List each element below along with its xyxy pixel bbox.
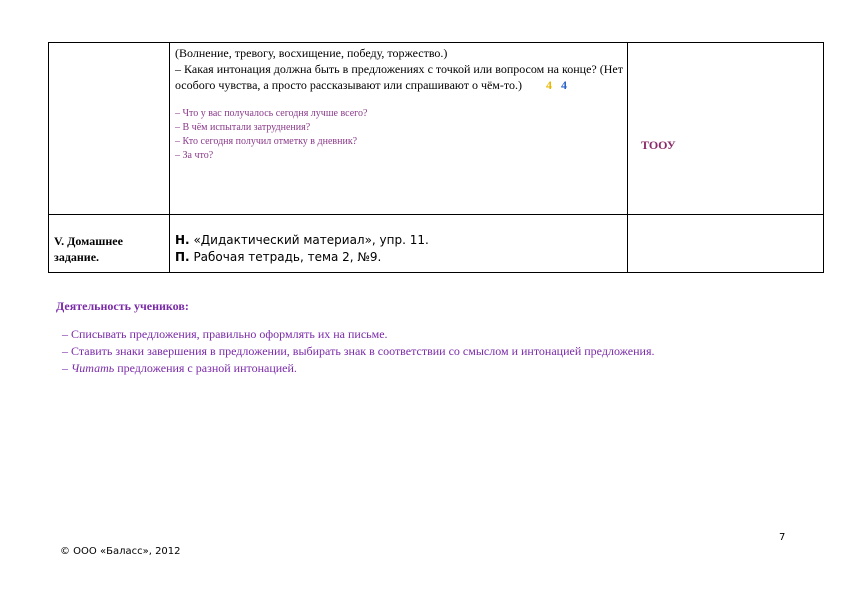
lesson-line-2-text: – Какая интонация должна быть в предложениях с точкой или вопросом на конце? (Нет особого чувства, а просто рассказывают или спрашивают о чём-то.)	[175, 62, 623, 92]
lesson-line-1: (Волнение, тревогу, восхищение, победу, торжество.)	[175, 46, 448, 60]
homework-cell	[175, 232, 623, 266]
grade-yellow: 4	[545, 78, 552, 92]
activity-title: Деятельность учеников:	[56, 299, 189, 313]
activity-item-rest: предложения с разной интонацией.	[117, 361, 297, 375]
homework-text-2: Рабочая тетрадь, тема 2, №9.	[193, 250, 382, 264]
activity-item	[62, 360, 654, 377]
lesson-table	[48, 42, 824, 273]
reflection-question: – Что у вас получалось сегодня лучше всего?	[175, 108, 368, 119]
activity-italic-verb: Читать	[71, 361, 115, 375]
activity-dash: –	[62, 361, 68, 375]
column-divider	[627, 43, 628, 272]
grade-blue: 4	[560, 78, 567, 92]
homework-line-1	[175, 232, 623, 249]
reflection-question: – Кто сегодня получил отметку в дневник?	[175, 136, 358, 147]
homework-label: V. Домашнее задание.	[54, 234, 123, 264]
reflection-question: – За что?	[175, 150, 214, 161]
column-divider	[169, 43, 170, 272]
homework-level-p: П.	[175, 250, 190, 264]
page-number: 7	[779, 532, 786, 543]
activity-item: – Ставить знаки завершения в предложении, выбирать знак в соответствии со смыслом и интонацией предложения.	[62, 344, 655, 358]
homework-level-n: Н.	[175, 233, 190, 247]
homework-line-2	[175, 249, 623, 266]
copyright: © ООО «Баласс», 2012	[60, 546, 181, 557]
reflection-question: – В чём испытали затруднения?	[175, 122, 311, 133]
lesson-text-cell	[175, 45, 623, 163]
activity-item: – Списывать предложения, правильно оформлять их на письме.	[62, 327, 388, 341]
homework-text-1: «Дидактический материал», упр. 11.	[193, 233, 429, 247]
tooy-label: ТООУ	[641, 138, 676, 152]
row-divider	[49, 214, 823, 215]
activity-list	[62, 326, 654, 377]
lesson-line-2	[175, 61, 623, 93]
